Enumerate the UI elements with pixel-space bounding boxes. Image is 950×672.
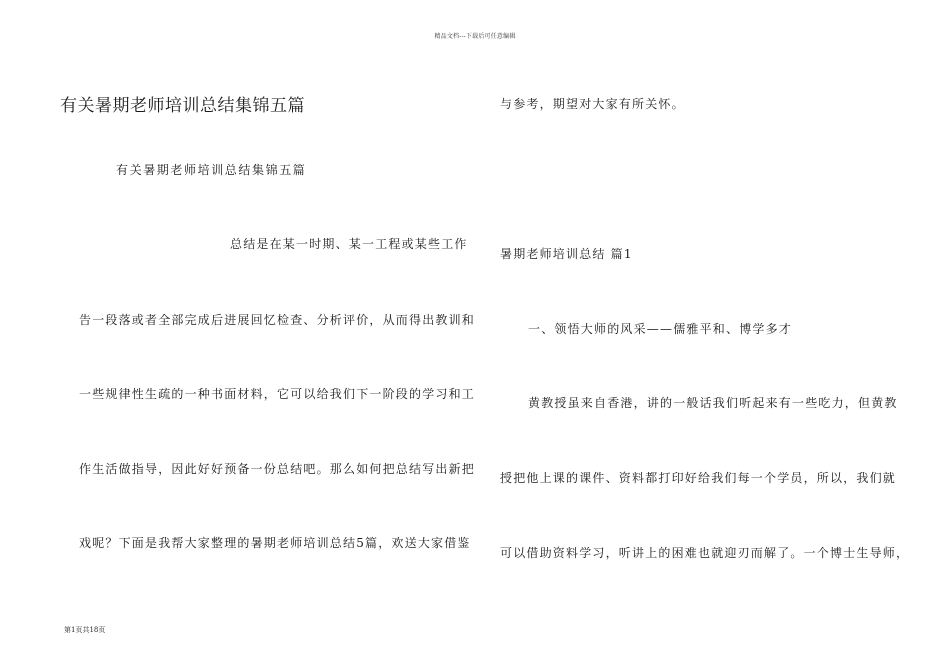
left-paragraph-line: 告一段落或者全部完成后进展回忆检查、分析评价，从而得出教训和 bbox=[79, 313, 476, 327]
header-note: 精品文档---下载后可任意编辑 bbox=[434, 33, 516, 40]
document-title: 有关暑期老师培训总结集锦五篇 bbox=[60, 96, 305, 116]
document-subtitle: 有关暑期老师培训总结集锦五篇 bbox=[116, 163, 307, 177]
right-paragraph-line: 授把他上课的课件、资料都打印好给我们每一个学员，所以，我们就 bbox=[500, 471, 897, 485]
right-paragraph-line: 与参考，期望对大家有所关怀。 bbox=[500, 97, 685, 111]
left-paragraph-line: 作生活做指导，因此好好预备一份总结吧。那么如何把总结写出新把 bbox=[79, 462, 476, 476]
right-paragraph-line: 可以借助资料学习，听讲上的困难也就迎刃而解了。一个博士生导师， bbox=[500, 546, 910, 560]
left-paragraph-line: 戏呢？下面是我帮大家整理的暑期老师培训总结5篇，欢送大家借鉴 bbox=[79, 536, 471, 550]
subsection-heading: 一、领悟大师的风采——儒雅平和、博学多才 bbox=[528, 322, 793, 336]
left-paragraph-line: 总结是在某一时期、某一工程或某些工作 bbox=[230, 237, 468, 251]
page-number: 第1页共18页 bbox=[64, 626, 106, 634]
right-paragraph-line: 黄教授虽来自香港，讲的一般话我们听起来有一些吃力，但黄教 bbox=[528, 396, 898, 410]
section-heading: 暑期老师培训总结 篇1 bbox=[500, 247, 633, 261]
left-paragraph-line: 一些规律性生疏的一种书面材料，它可以给我们下一阶段的学习和工 bbox=[79, 387, 476, 401]
